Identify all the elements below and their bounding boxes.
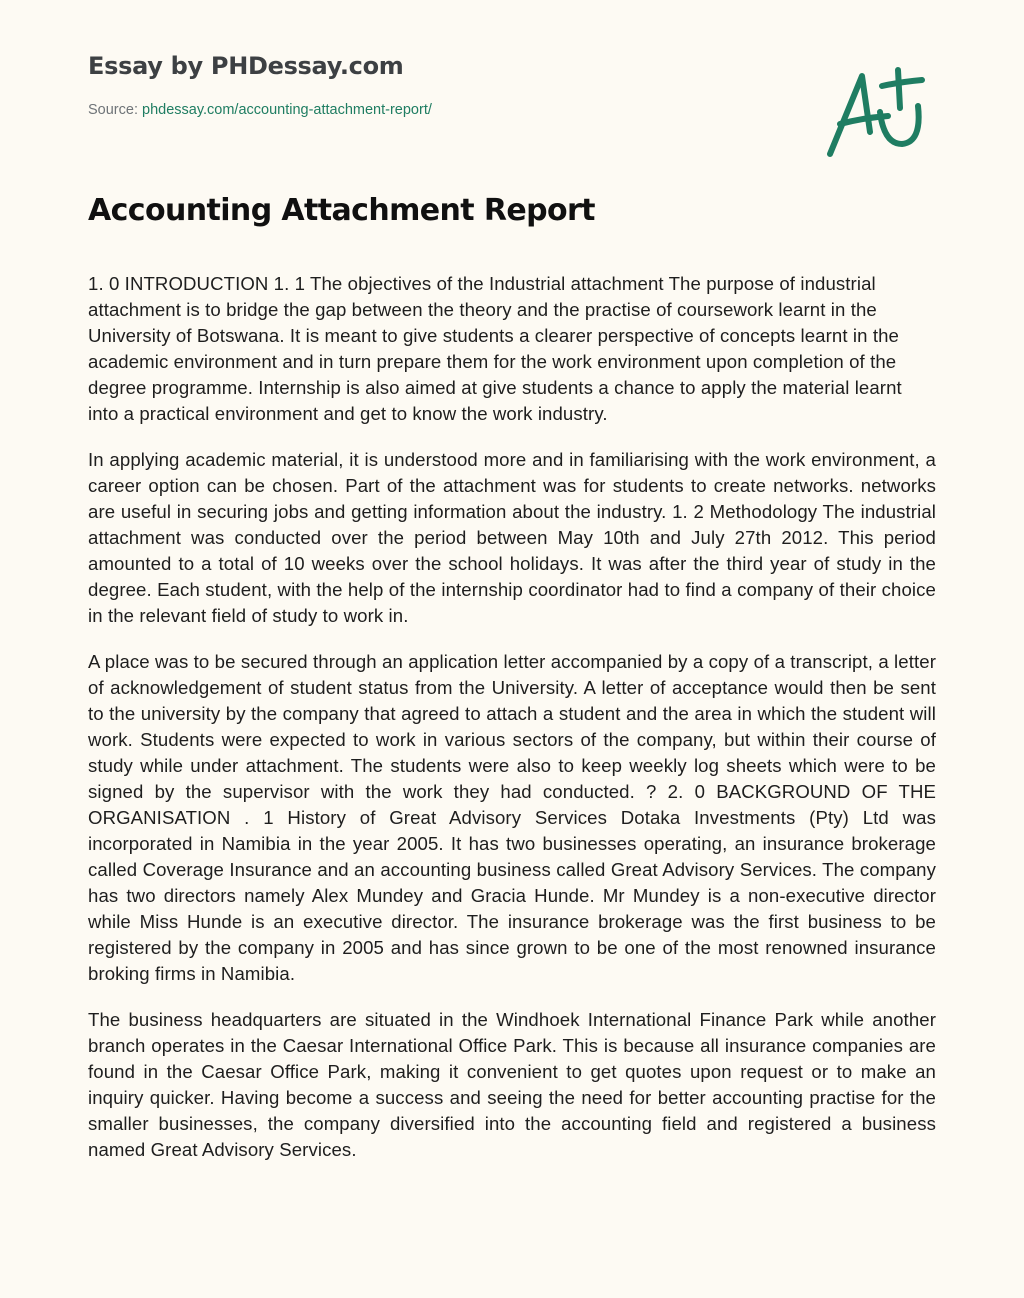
source-label: Source: [88,102,142,118]
document-title: Accounting Attachment Report [88,193,595,228]
paragraph-headquarters: The business headquarters are situated in the Windhoek International Finance Park while another branch operates in the Caesar International Office Park. This is because all insurance companies are found in the Caesar Office Park, making it convenient to get quotes upon request or to make an inquiry quicker. Having become a success and seeing the need for better accounting practise for the smaller businesses, the company diversified into the accounting field and registered a business named Great Advisory Services. [88,1009,936,1160]
page-header [88,50,788,120]
source-link[interactable]: phdessay.com/accounting-attachment-report/ [142,102,432,118]
paragraph-introduction: 1. 0 INTRODUCTION 1. 1 The objectives of the Industrial attachment The purpose of industrial attachment is to bridge the gap between the theory and the practise of coursework learnt in the University of Botswana. It is meant to give students a clearer perspective of concepts learnt in the academic environment and in turn prepare them for the work environment upon completion of the degree programme. Internship is also aimed at give students a chance to apply the material learnt into a practical environment and get to know the work industry. [88,273,902,424]
paragraph-methodology: In applying academic material, it is understood more and in familiarising with the work environment, a career option can be chosen. Part of the attachment was for students to create networks. networks are useful in securing jobs and getting information about the industry. 1. 2 Methodology The industrial attachment was conducted over the period between May 10th and July 27th 2012. This period amounted to a total of 10 weeks over the school holidays. It was after the third year of study in the degree. Each student, with the help of the internship coordinator had to find a company of their choice in the relevant field of study to work in. [88,449,936,626]
a-plus-grade-icon [818,62,936,162]
paragraph-background: A place was to be secured through an application letter accompanied by a copy of a transcript, a letter of acknowledgement of student status from the University. A letter of acceptance would then be sent to the university by the company that agreed to attach a student and the area in which the student will work. Students were expected to work in various sectors of the company, but within their course of study while under attachment. The students were also to keep weekly log sheets which were to be signed by the supervisor with the work they had conducted. ? 2. 0 BACKGROUND OF THE ORGANISATION . 1 History of Great Advisory Services Dotaka Investments (Pty) Ltd was incorporated in Namibia in the year 2005. It has two businesses operating, an insurance brokerage called Coverage Insurance and an accounting business called Great Advisory Services. The company has two directors namely Alex Mundey and Gracia Hunde. Mr Mundey is a non-executive director while Miss Hunde is an executive director. The insurance brokerage was the first business to be registered by the company in 2005 and has since grown to be one of the most renowned insurance broking firms in Namibia. [88,651,936,984]
source-line [88,100,788,120]
site-brand: Essay by PHDessay.com [88,52,404,80]
document-body [88,271,936,1183]
